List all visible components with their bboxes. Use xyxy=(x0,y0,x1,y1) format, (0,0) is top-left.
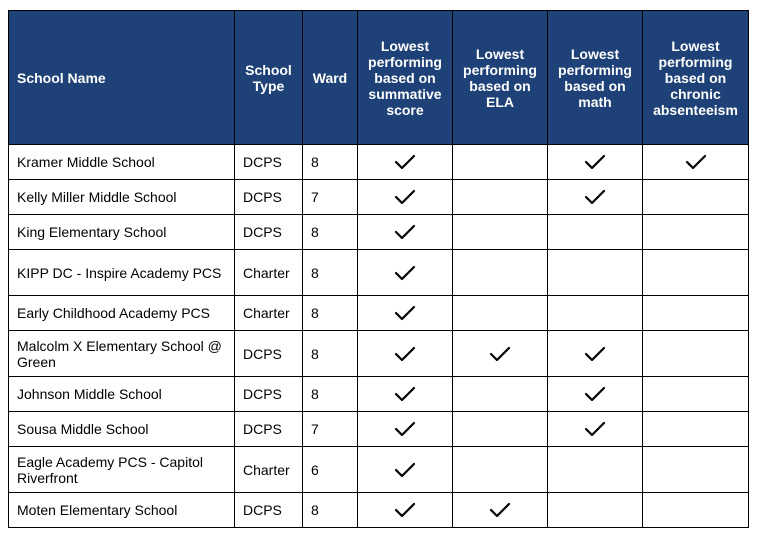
check-absenteeism-cell xyxy=(643,250,749,296)
check-math-cell xyxy=(548,447,643,493)
checkmark-icon xyxy=(584,345,606,363)
checkmark-icon xyxy=(394,385,416,403)
check-summative-cell xyxy=(358,215,453,250)
check-summative-cell xyxy=(358,296,453,331)
check-ela-cell xyxy=(453,447,548,493)
check-math-cell xyxy=(548,250,643,296)
school-type-cell: Charter xyxy=(235,447,303,493)
header-school-type: School Type xyxy=(235,11,303,145)
school-type-cell: Charter xyxy=(235,296,303,331)
table-row xyxy=(9,493,749,528)
school-name-cell: Moten Elementary School xyxy=(9,493,235,528)
ward-cell: 8 xyxy=(303,493,358,528)
header-school-name: School Name xyxy=(9,11,235,145)
school-type-cell: DCPS xyxy=(235,331,303,377)
checkmark-icon xyxy=(489,501,511,519)
school-name-cell: KIPP DC - Inspire Academy PCS xyxy=(9,250,235,296)
check-math-cell xyxy=(548,145,643,180)
check-math-cell xyxy=(548,180,643,215)
check-ela-cell xyxy=(453,215,548,250)
header-math: Lowest performing based on math xyxy=(548,11,643,145)
check-absenteeism-cell xyxy=(643,215,749,250)
table-row xyxy=(9,145,749,180)
table-row xyxy=(9,447,749,493)
ward-cell: 7 xyxy=(303,180,358,215)
school-name-cell: King Elementary School xyxy=(9,215,235,250)
school-type-cell: DCPS xyxy=(235,180,303,215)
checkmark-icon xyxy=(584,188,606,206)
header-row xyxy=(9,11,749,145)
schools-table xyxy=(8,10,749,528)
header-ela: Lowest performing based on ELA xyxy=(453,11,548,145)
ward-cell: 8 xyxy=(303,215,358,250)
school-name-cell: Eagle Academy PCS - Capitol Riverfront xyxy=(9,447,235,493)
check-absenteeism-cell xyxy=(643,331,749,377)
school-name-cell: Johnson Middle School xyxy=(9,377,235,412)
check-summative-cell xyxy=(358,447,453,493)
check-summative-cell xyxy=(358,493,453,528)
school-type-cell: DCPS xyxy=(235,145,303,180)
school-type-cell: DCPS xyxy=(235,412,303,447)
checkmark-icon xyxy=(584,385,606,403)
check-math-cell xyxy=(548,412,643,447)
check-math-cell xyxy=(548,215,643,250)
check-math-cell xyxy=(548,493,643,528)
table-row xyxy=(9,250,749,296)
school-type-cell: Charter xyxy=(235,250,303,296)
check-summative-cell xyxy=(358,145,453,180)
check-ela-cell xyxy=(453,493,548,528)
checkmark-icon xyxy=(685,153,707,171)
check-absenteeism-cell xyxy=(643,145,749,180)
ward-cell: 6 xyxy=(303,447,358,493)
checkmark-icon xyxy=(489,345,511,363)
ward-cell: 8 xyxy=(303,250,358,296)
check-summative-cell xyxy=(358,412,453,447)
checkmark-icon xyxy=(394,461,416,479)
table-row xyxy=(9,296,749,331)
checkmark-icon xyxy=(394,188,416,206)
check-summative-cell xyxy=(358,377,453,412)
header-summative: Lowest performing based on summative score xyxy=(358,11,453,145)
check-math-cell xyxy=(548,331,643,377)
check-ela-cell xyxy=(453,412,548,447)
school-name-cell: Malcolm X Elementary School @ Green xyxy=(9,331,235,377)
table-row xyxy=(9,215,749,250)
school-name-cell: Sousa Middle School xyxy=(9,412,235,447)
ward-cell: 7 xyxy=(303,412,358,447)
header-absenteeism: Lowest performing based on chronic absenteeism xyxy=(643,11,749,145)
school-name-cell: Kramer Middle School xyxy=(9,145,235,180)
school-name-cell: Early Childhood Academy PCS xyxy=(9,296,235,331)
check-ela-cell xyxy=(453,331,548,377)
table-row xyxy=(9,180,749,215)
ward-cell: 8 xyxy=(303,377,358,412)
check-absenteeism-cell xyxy=(643,296,749,331)
ward-cell: 8 xyxy=(303,296,358,331)
table-row xyxy=(9,331,749,377)
ward-cell: 8 xyxy=(303,331,358,377)
school-type-cell: DCPS xyxy=(235,377,303,412)
check-ela-cell xyxy=(453,180,548,215)
check-ela-cell xyxy=(453,145,548,180)
checkmark-icon xyxy=(394,501,416,519)
header-ward: Ward xyxy=(303,11,358,145)
check-ela-cell xyxy=(453,296,548,331)
check-ela-cell xyxy=(453,250,548,296)
check-absenteeism-cell xyxy=(643,377,749,412)
check-absenteeism-cell xyxy=(643,412,749,447)
checkmark-icon xyxy=(584,153,606,171)
checkmark-icon xyxy=(584,420,606,438)
checkmark-icon xyxy=(394,223,416,241)
checkmark-icon xyxy=(394,420,416,438)
check-summative-cell xyxy=(358,331,453,377)
check-ela-cell xyxy=(453,377,548,412)
check-absenteeism-cell xyxy=(643,447,749,493)
check-summative-cell xyxy=(358,250,453,296)
checkmark-icon xyxy=(394,304,416,322)
table-row xyxy=(9,377,749,412)
checkmark-icon xyxy=(394,264,416,282)
table-row xyxy=(9,412,749,447)
checkmark-icon xyxy=(394,153,416,171)
check-summative-cell xyxy=(358,180,453,215)
checkmark-icon xyxy=(394,345,416,363)
check-absenteeism-cell xyxy=(643,180,749,215)
check-math-cell xyxy=(548,296,643,331)
check-math-cell xyxy=(548,377,643,412)
school-type-cell: DCPS xyxy=(235,493,303,528)
check-absenteeism-cell xyxy=(643,493,749,528)
school-name-cell: Kelly Miller Middle School xyxy=(9,180,235,215)
school-type-cell: DCPS xyxy=(235,215,303,250)
ward-cell: 8 xyxy=(303,145,358,180)
